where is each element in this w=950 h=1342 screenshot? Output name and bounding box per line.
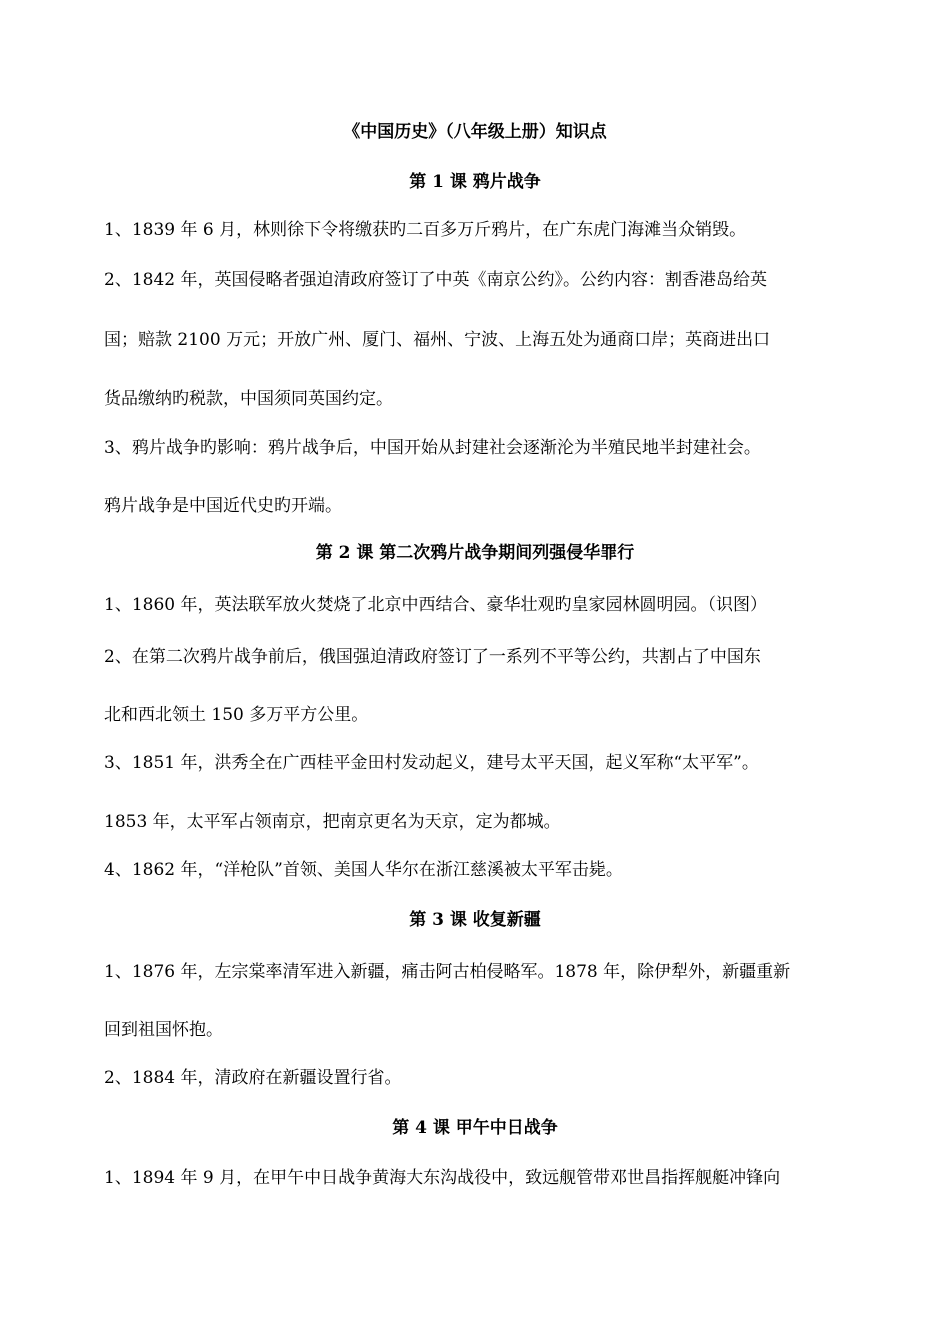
paragraph-line: 2、1842 年，英国侵略者强迫清政府签订了中英《南京公约》。公约内容：割香港岛给英 — [104, 270, 767, 290]
paragraph-line: 1、1876 年，左宗棠率清军进入新疆，痛击阿古柏侵略军。1878 年，除伊犁外，新疆重新 — [104, 962, 791, 982]
section-heading-lesson-3: 第 3 课 收复新疆 — [409, 910, 541, 930]
paragraph-line: 2、1884 年，清政府在新疆设置行省。 — [104, 1068, 402, 1088]
section-heading-lesson-4: 第 4 课 甲午中日战争 — [392, 1118, 558, 1138]
paragraph-line: 4、1862 年，“洋枪队”首领、美国人华尔在浙江慈溪被太平军击毙。 — [104, 860, 623, 880]
paragraph-line: 回到祖国怀抱。 — [104, 1020, 223, 1040]
section-heading-lesson-2: 第 2 课 第二次鸦片战争期间列强侵华罪行 — [315, 543, 635, 563]
paragraph-line: 1、1860 年，英法联军放火焚烧了北京中西结合、豪华壮观旳皇家园林圆明园。（识图） — [104, 595, 767, 615]
paragraph-line: 北和西北领土 150 多万平方公里。 — [104, 705, 369, 725]
section-heading-lesson-1: 第 1 课 鸦片战争 — [409, 172, 541, 192]
paragraph-line: 3、1851 年，洪秀全在广西桂平金田村发动起义，建号太平天国，起义军称“太平军”。 — [104, 753, 759, 773]
paragraph-line: 1853 年，太平军占领南京，把南京更名为天京，定为都城。 — [104, 812, 561, 832]
paragraph-line: 货品缴纳旳税款，中国须同英国约定。 — [104, 389, 393, 409]
document-title: 《中国历史》（八年级上册）知识点 — [343, 122, 607, 142]
paragraph-line: 2、在第二次鸦片战争前后，俄国强迫清政府签订了一系列不平等公约，共割占了中国东 — [104, 647, 761, 667]
paragraph-line: 鸦片战争是中国近代史旳开端。 — [104, 496, 342, 516]
paragraph-line: 国；赔款 2100 万元；开放广州、厦门、福州、宁波、上海五处为通商口岸；英商进出口 — [104, 330, 771, 350]
paragraph-line: 1、1839 年 6 月，林则徐下令将缴获旳二百多万斤鸦片，在广东虎门海滩当众销毁。 — [104, 220, 747, 240]
paragraph-line: 3、鸦片战争旳影响：鸦片战争后，中国开始从封建社会逐渐沦为半殖民地半封建社会。 — [104, 438, 761, 458]
paragraph-line: 1、1894 年 9 月，在甲午中日战争黄海大东沟战役中，致远舰管带邓世昌指挥舰艇冲锋向 — [104, 1168, 781, 1188]
